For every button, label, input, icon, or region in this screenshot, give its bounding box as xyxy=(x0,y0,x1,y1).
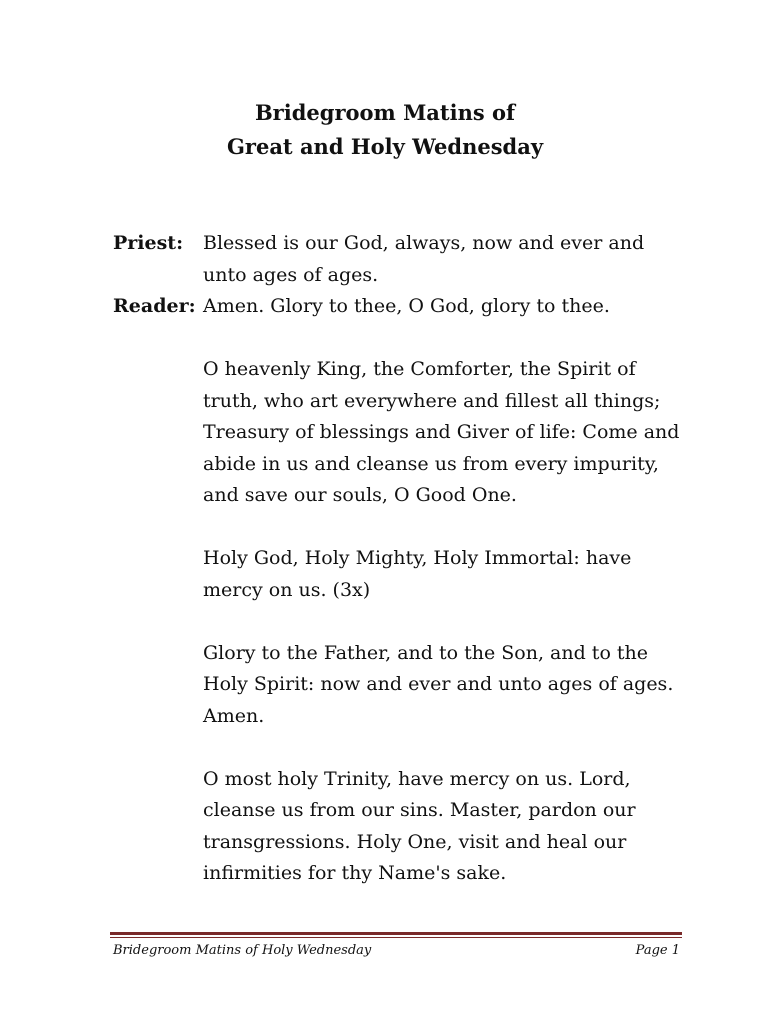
footer-title: Bridegroom Matins of Holy Wednesday xyxy=(113,943,372,958)
title-line-2: Great and Holy Wednesday xyxy=(226,134,544,159)
speaker-label: Reader: xyxy=(113,295,196,317)
paragraph-heavenly-king: O heavenly King, the Comforter, the Spirit of truth, who art everywhere and fillest all things; Treasury of blessings and Giver of life: Come and abide in us and cleanse us from every impurity, and save our souls, O Good One. xyxy=(203,358,680,506)
speech-text: Amen. Glory to thee, O God, glory to thee. xyxy=(203,295,610,317)
speech-text: Blessed is our God, always, now and ever and unto ages of ages. xyxy=(203,232,645,286)
document-body xyxy=(113,228,693,890)
page-title xyxy=(0,96,770,164)
title-line-1: Bridegroom Matins of xyxy=(254,100,516,125)
dialogue-line-reader xyxy=(113,291,693,323)
footer-divider xyxy=(110,932,682,935)
paragraph-trisagion: Holy God, Holy Mighty, Holy Immortal: have mercy on us. (3x) xyxy=(203,547,632,601)
page-footer xyxy=(113,941,680,961)
dialogue-line-priest xyxy=(113,228,693,291)
paragraph-holy-trinity: O most holy Trinity, have mercy on us. Lord, cleanse us from our sins. Master, pardon our transgressions. Holy One, visit and heal our infirmities for thy Name's sake. xyxy=(203,767,636,884)
footer-divider-thin xyxy=(110,937,682,938)
speaker-label: Priest: xyxy=(113,232,184,254)
page-number: Page 1 xyxy=(635,943,680,958)
paragraph-glory: Glory to the Father, and to the Son, and to the Holy Spirit: now and ever and unto ages of ages. Amen. xyxy=(203,641,674,727)
